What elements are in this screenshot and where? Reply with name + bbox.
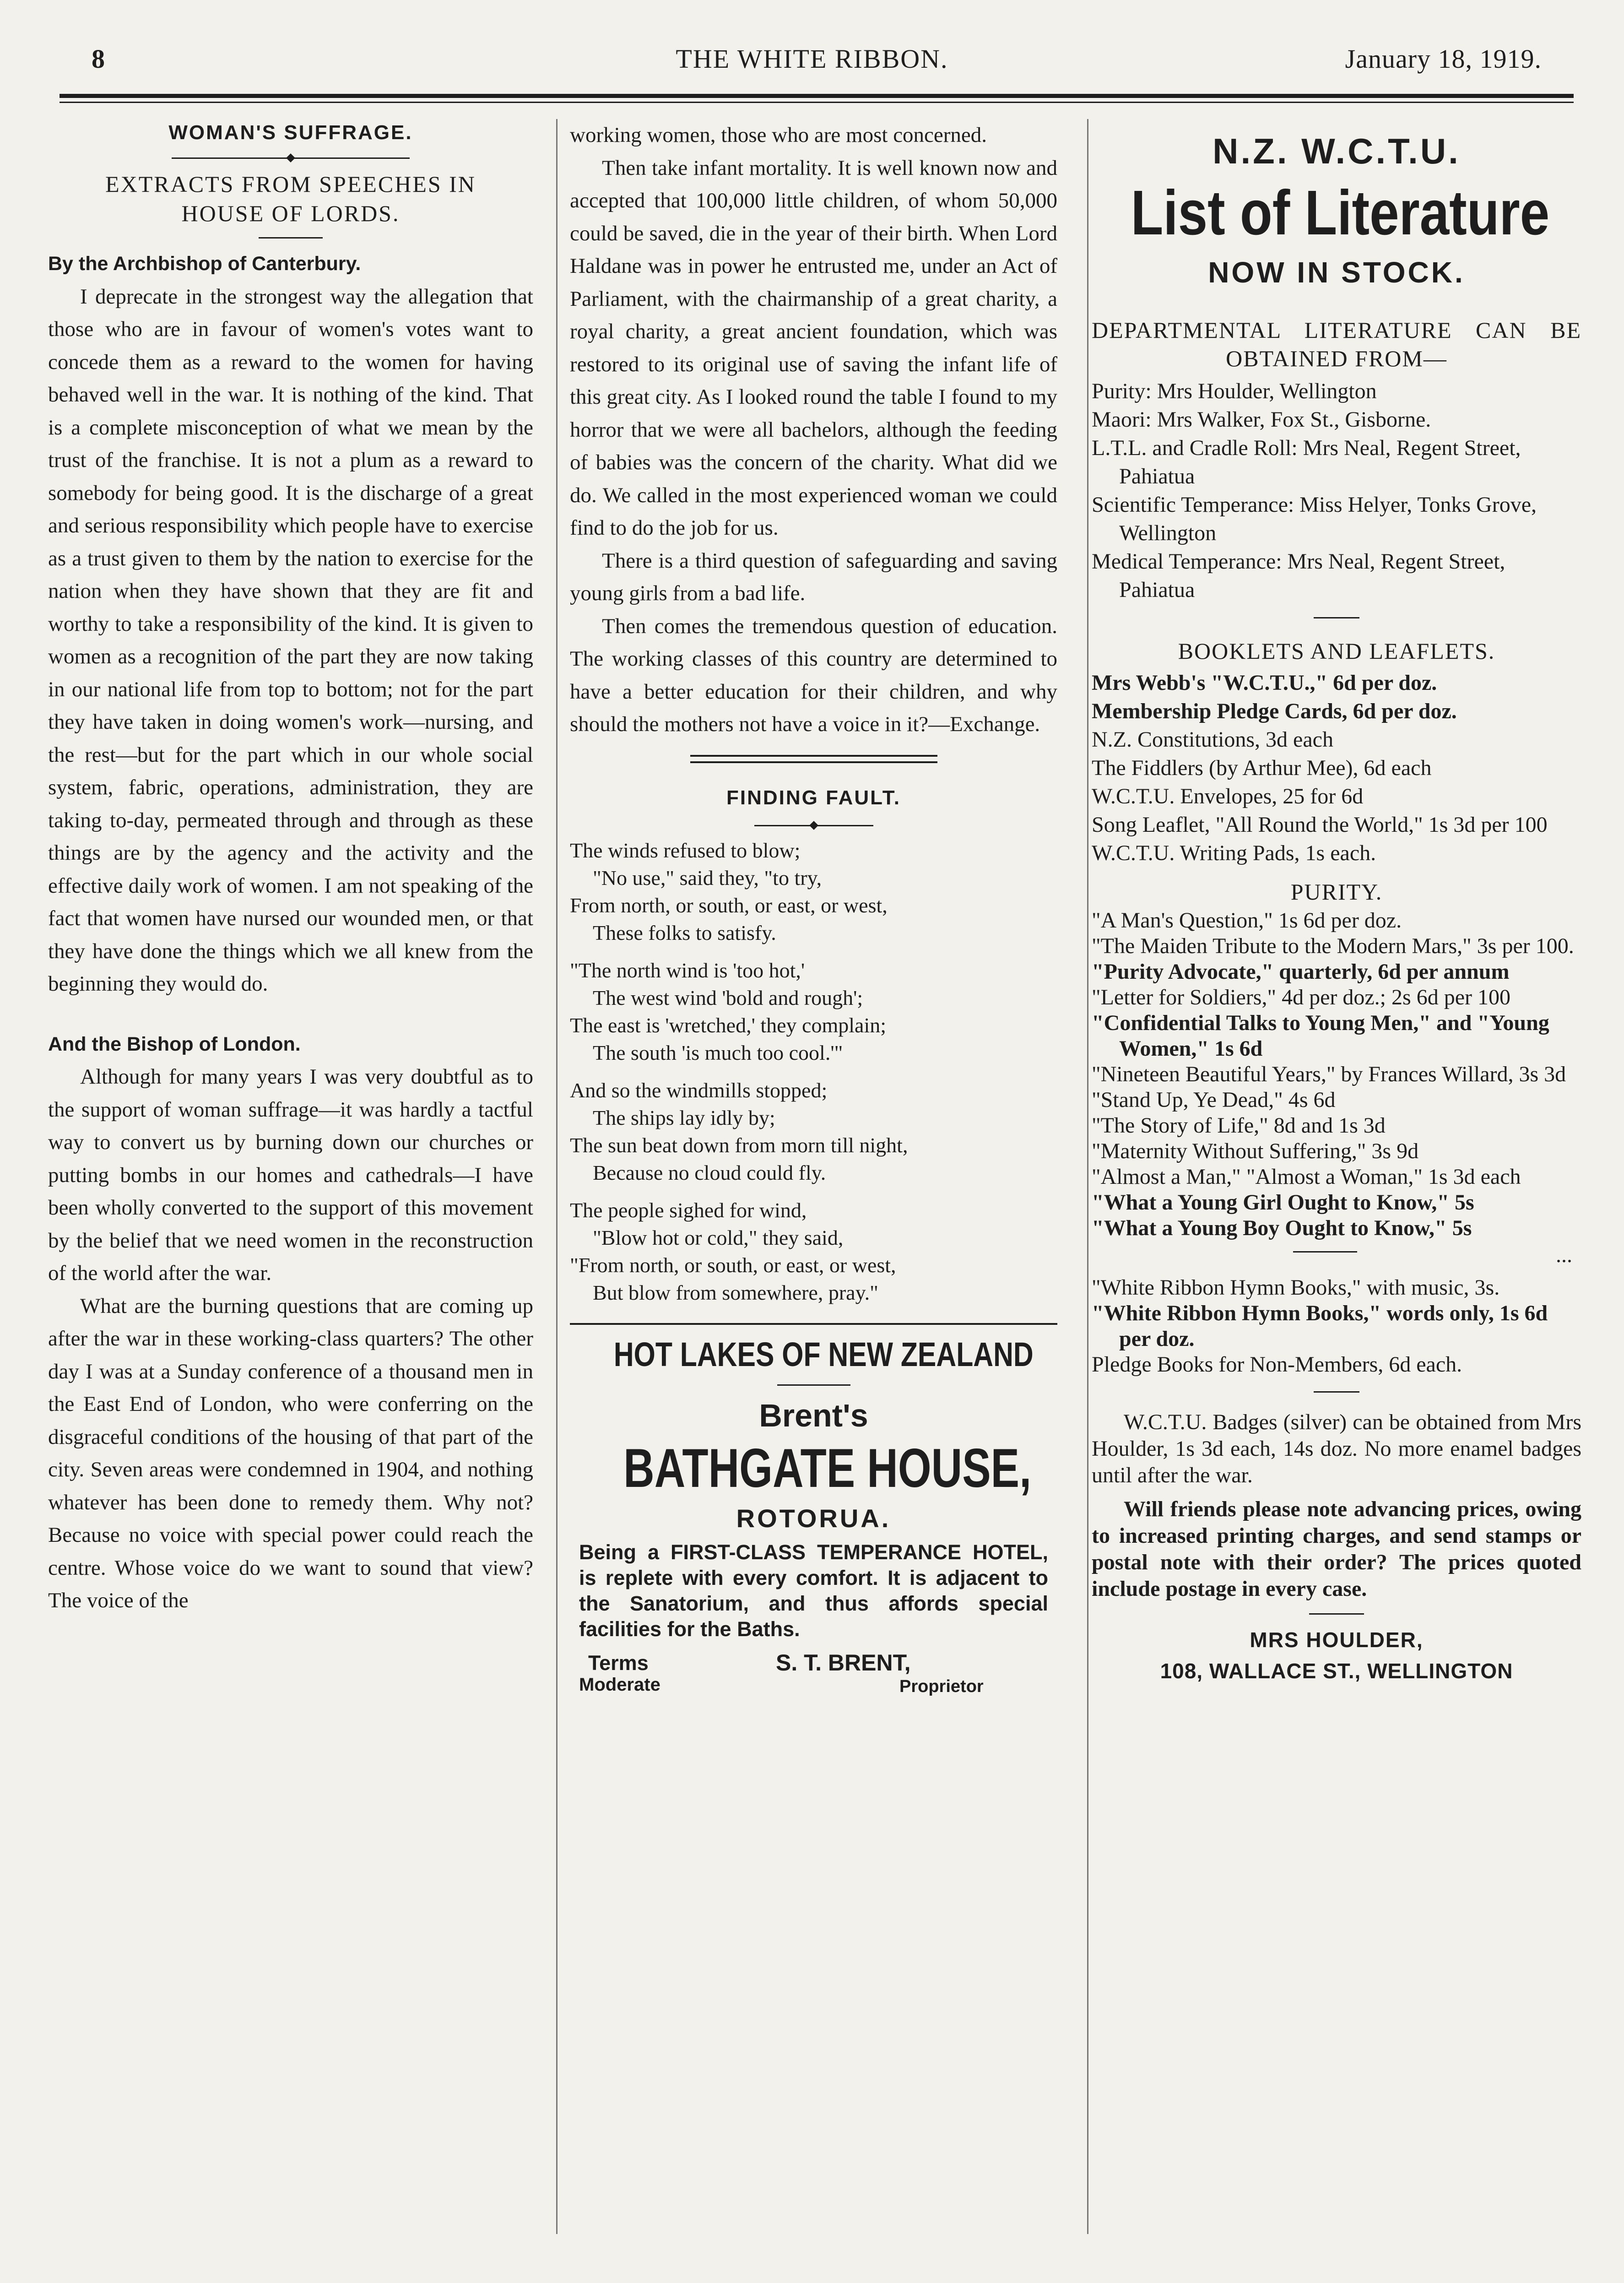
article-subtitle: EXTRACTS FROM SPEECHES IN HOUSE OF LORDS. — [105, 171, 476, 226]
poem-line: The west wind 'bold and rough'; — [593, 986, 863, 1009]
list-item: "Stand Up, Ye Dead," 4s 6d — [1092, 1088, 1336, 1112]
stock-notice: NOW IN STOCK. — [1208, 256, 1465, 289]
list-item: The Fiddlers (by Arthur Mee), 6d each — [1092, 756, 1432, 780]
org-name: N.Z. W.C.T.U. — [1213, 131, 1461, 171]
ad-proprietor-name: S. T. BRENT, — [776, 1650, 911, 1676]
purity-list — [1092, 908, 1581, 1241]
ad-proprietor-title: Proprietor — [899, 1677, 984, 1696]
poem-line: The sun beat down from morn till night, — [570, 1133, 908, 1157]
poem-line: Because no cloud could fly. — [593, 1161, 826, 1184]
ornament-divider — [172, 155, 410, 161]
badges-notice: W.C.T.U. Badges (silver) can be obtained from Mrs Houlder, 1s 3d each, 14s doz. No more enamel badges until after the war. — [1092, 1410, 1581, 1487]
ad-place: ROTORUA. — [736, 1504, 891, 1533]
list-item: W.C.T.U. Envelopes, 25 for 6d — [1092, 784, 1364, 808]
ad-brand: Brent's — [759, 1398, 868, 1433]
column-divider — [1087, 119, 1088, 2234]
page-number: 8 — [92, 44, 105, 74]
paragraph: Then comes the tremendous question of education. The working classes of this country are determined to have a better education for their children, and why should the mothers not have a voice in it?—Exchange. — [570, 614, 1057, 736]
poem-line: "Blow hot or cold," they said, — [593, 1226, 844, 1249]
dept-list — [1092, 377, 1581, 604]
ad-terms: Terms — [588, 1651, 649, 1675]
column-woman-suffrage — [48, 119, 533, 1617]
poem-line: From north, or south, or east, or west, — [570, 894, 888, 917]
list-item: "What a Young Girl Ought to Know," 5s — [1092, 1190, 1474, 1215]
ad-headline: HOT LAKES OF NEW ZEALAND — [613, 1335, 1034, 1373]
list-item: Membership Pledge Cards, 6d per doz. — [1092, 699, 1457, 723]
poem-line: "The north wind is 'too hot,' — [570, 959, 805, 982]
paper-title: THE WHITE RIBBON. — [676, 44, 948, 74]
paragraph: I deprecate in the strongest way the allegation that those who are in favour of women's votes want to concede them as a reward to the women for having behaved well in the war. It is nothing of the kind. That is a complete misconception of what we mean by the trust of the franchise. It is not a plum as a reward to somebody for being good. It is the discharge of a great and serious responsibility which people have to exercise as a trust given to them by the nation to exercise for the nation when they have shown that they are fit and worthy to take a responsibility of the kind. It is given to women as a recognition of the part they are now taking in our national life from top to bottom; not for the part they have taken in doing women's work—nursing, and the rest—but for the part which in our whole social system, fabric, operations, administration, they are taking to-day, permeated through and through as these things are by the agency and the activity and the effective daily work of women. I am not speaking of the fact that women have nursed our wounded men, or that they have done the things which we all knew from the beginning they would do. — [48, 284, 533, 996]
poem-line: The ships lay idly by; — [593, 1106, 775, 1129]
header-rule-thin — [60, 102, 1574, 103]
poem-line: The east is 'wretched,' they complain; — [570, 1014, 887, 1037]
column-literature-list — [1092, 119, 1581, 1685]
poem — [570, 837, 1057, 1307]
poem-line: "From north, or south, or east, or west, — [570, 1253, 896, 1277]
poem-line: The people sighed for wind, — [570, 1198, 807, 1222]
short-rule — [1314, 617, 1359, 618]
short-rule — [259, 237, 323, 239]
list-item: "Purity Advocate," quarterly, 6d per annum — [1092, 960, 1510, 984]
short-rule — [1293, 1251, 1357, 1253]
paragraph: There is a third question of safeguarding and saving young girls from a bad life. — [570, 548, 1057, 605]
booklets-list — [1092, 669, 1581, 868]
list-item: "A Man's Question," 1s 6d per doz. — [1092, 908, 1402, 933]
paragraph: What are the burning questions that are coming up after the war in these working-class quarters? The other day I was at a Sunday conference of a thousand men in the East End of London, who were conferring on the disgraceful conditions of the housing of that part of the city. Seven areas were condemned in 1904, and nothing whatever has been done to remedy them. Why not? Because no voice with special power could reach the centre. Whose voice do we want to sound that view? The voice of the — [48, 1294, 533, 1612]
purity-heading: PURITY. — [1290, 879, 1383, 905]
list-item: Scientific Temperance: Miss Helyer, Tonks Grove, Wellington — [1092, 493, 1537, 545]
section-title: WOMAN'S SUFFRAGE. — [168, 121, 413, 144]
speaker-heading: And the Bishop of London. — [48, 1033, 301, 1055]
ellipsis: ... — [1556, 1243, 1572, 1267]
list-item: "Nineteen Beautiful Years," by Frances Willard, 3s 3d — [1092, 1062, 1566, 1086]
poem-stanza — [570, 1077, 1057, 1187]
short-rule — [777, 1384, 850, 1386]
poem-line: But blow from somewhere, pray." — [593, 1281, 878, 1304]
paragraph: Then take infant mortality. It is well known now and accepted that 100,000 little children, of whom 50,000 could be saved, die in the year of their birth. When Lord Haldane was in power he entrusted me, under an Act of Parliament, with the chairmanship of a great charity, a royal charity, a great ancient foundation, which was restored to its original use of saving the infant life of this great city. As I looked round the table I found to my horror that we were all bachelors, although the feeding of babies was the concern of the charity. What did we do. We called in the most experienced woman we could find to do the job for us. — [570, 156, 1057, 540]
paragraph: working women, those who are most concerned. — [570, 123, 987, 147]
list-item: Pledge Books for Non-Members, 6d each. — [1092, 1352, 1462, 1377]
list-item: "The Story of Life," 8d and 1s 3d — [1092, 1113, 1386, 1138]
list-item: Purity: Mrs Houlder, Wellington — [1092, 379, 1377, 403]
list-item: "Confidential Talks to Young Men," and "Young Women," 1s 6d — [1092, 1011, 1549, 1061]
list-item: Song Leaflet, "All Round the World," 1s 3d per 100 — [1092, 813, 1548, 837]
issue-date: January 18, 1919. — [1345, 44, 1542, 74]
contact-name: MRS HOULDER, — [1250, 1628, 1424, 1652]
poem-line: The south 'is much too cool.'" — [593, 1041, 843, 1064]
double-rule — [690, 755, 937, 763]
column-divider — [556, 119, 558, 2234]
friends-notice: Will friends please note advancing prices, owing to increased printing charges, and send stamps or postal note with their order? The prices quoted include postage in every case. — [1092, 1497, 1581, 1601]
ad-top-rule — [570, 1323, 1057, 1325]
list-item: "Letter for Soldiers," 4d per doz.; 2s 6d per 100 — [1092, 985, 1510, 1009]
header-rule — [60, 94, 1574, 98]
poem-title: FINDING FAULT. — [726, 786, 901, 809]
short-rule — [1314, 1391, 1359, 1393]
poem-line: And so the windmills stopped; — [570, 1079, 828, 1102]
booklets-heading: BOOKLETS AND LEAFLETS. — [1178, 638, 1495, 664]
list-item: "The Maiden Tribute to the Modern Mars," 3s per 100. — [1092, 934, 1574, 958]
hotel-advertisement — [570, 1334, 1057, 1697]
ornament-divider — [754, 822, 873, 829]
contact-address: 108, WALLACE ST., WELLINGTON — [1160, 1659, 1513, 1683]
dept-heading: DEPARTMENTAL LITERATURE CAN BE OBTAINED FROM— — [1092, 317, 1581, 371]
poem-line: "No use," said they, "to try, — [593, 866, 822, 889]
ad-hotel-name: BATHGATE HOUSE, — [623, 1437, 1032, 1499]
list-title: List of Literature — [1131, 178, 1550, 248]
column-middle — [570, 119, 1057, 1697]
ad-moderate: Moderate — [579, 1675, 660, 1695]
list-item: W.C.T.U. Writing Pads, 1s each. — [1092, 841, 1376, 865]
list-item: Maori: Mrs Walker, Fox St., Gisborne. — [1092, 407, 1431, 432]
poem-stanza — [570, 837, 1057, 947]
paragraph: Although for many years I was very doubtful as to the support of woman suffrage—it was hardly a tactful way to convert us by burning down our churches or putting bombs in our homes and cathedrals—I have been wholly converted to the support of this movement by the belief that we need women in the reconstruction of the world after the war. — [48, 1065, 533, 1285]
purity-end — [1092, 1241, 1581, 1267]
poem-line: These folks to satisfy. — [593, 921, 776, 944]
list-item: Mrs Webb's "W.C.T.U.," 6d per doz. — [1092, 671, 1437, 695]
poem-stanza — [570, 1197, 1057, 1307]
page-header — [60, 39, 1564, 80]
ad-footer — [570, 1647, 1057, 1697]
list-item: "White Ribbon Hymn Books," words only, 1s 6d per doz. — [1092, 1301, 1548, 1351]
poem-stanza — [570, 957, 1057, 1067]
speaker-heading: By the Archbishop of Canterbury. — [48, 253, 361, 275]
list-item: L.T.L. and Cradle Roll: Mrs Neal, Regent Street, Pahiatua — [1092, 436, 1521, 488]
list-item: Medical Temperance: Mrs Neal, Regent Street, Pahiatua — [1092, 549, 1505, 602]
list-item: "White Ribbon Hymn Books," with music, 3s. — [1092, 1275, 1500, 1300]
list-item: "Almost a Man," "Almost a Woman," 1s 3d each — [1092, 1165, 1521, 1189]
short-rule — [1309, 1613, 1364, 1615]
ad-body: Being a FIRST-CLASS TEMPERANCE HOTEL, is replete with every comfort. It is adjacent to the Sanatorium, and thus affords special facilities for the Baths. — [579, 1540, 1048, 1641]
poem-line: The winds refused to blow; — [570, 839, 801, 862]
list-item: N.Z. Constitutions, 3d each — [1092, 727, 1333, 752]
hymn-list — [1092, 1275, 1581, 1377]
list-item: "Maternity Without Suffering," 3s 9d — [1092, 1139, 1419, 1163]
list-item: "What a Young Boy Ought to Know," 5s — [1092, 1216, 1472, 1240]
